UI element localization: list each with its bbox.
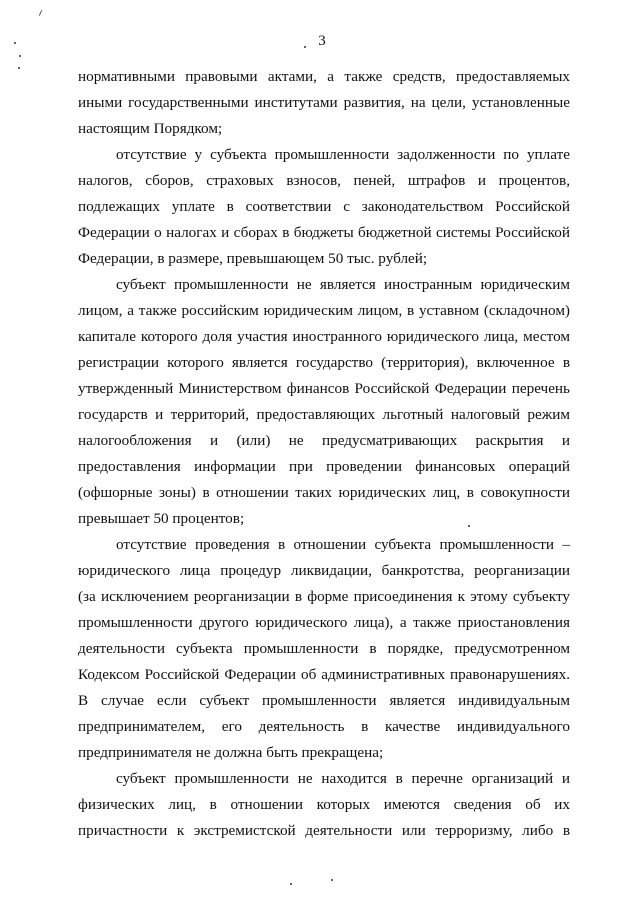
scan-speck (18, 67, 20, 69)
text-line: предпринимателя не должна быть прекращена; (78, 744, 384, 761)
text-line: капитале которого доля участия иностранного юридического лица, местом (78, 328, 570, 345)
text-line: В случае если субъект промышленности является индивидуальным (78, 692, 570, 709)
text-line: причастности к экстремистской деятельности или терроризму, либо в (78, 822, 570, 839)
text-line: Кодексом Российской Федерации об административных правонарушениях. (78, 666, 570, 683)
text-line: промышленности другого юридического лица), а также приостановления (78, 614, 570, 631)
text-line: превышает 50 процентов; (78, 510, 245, 527)
text-line: субъект промышленности не находится в перечне организаций и (116, 770, 570, 787)
text-line: (офшорные зоны) в отношении таких юридических лиц, в совокупности (78, 484, 570, 501)
text-line: деятельности субъекта промышленности в порядке, предусмотренном (78, 640, 570, 657)
text-line: юридического лица процедур ликвидации, банкротства, реорганизации (78, 562, 570, 579)
text-line: подлежащих уплате в соответствии с законодательством Российской (78, 198, 570, 215)
text-line: отсутствие проведения в отношении субъекта промышленности – (116, 536, 570, 553)
text-line: настоящим Порядком; (78, 120, 223, 137)
page-number: 3 (318, 33, 326, 49)
text-line: предоставления информации при проведении финансовых операций (78, 458, 570, 475)
text-line: утвержденный Министерством финансов Российской Федерации перечень (78, 380, 570, 397)
text-line: государств и территорий, предоставляющих льготный налоговый режим (78, 406, 570, 423)
text-line: лицом, а также российским юридическим лицом, в уставном (складочном) (78, 302, 570, 319)
text-line: нормативными правовыми актами, а также средств, предоставляемых (78, 68, 570, 85)
text-line: Федерации о налогах и сборах в бюджеты бюджетной системы Российской (78, 224, 570, 241)
text-line: физических лиц, в отношении которых имеются сведения об их (78, 796, 570, 813)
text-line: регистрации которого является государство (территория), включенное в (78, 354, 570, 371)
text-line: иными государственными институтами развития, на цели, установленные (78, 94, 570, 111)
text-line: субъект промышленности не является иностранным юридическим (116, 276, 570, 293)
text-line: налогов, сборов, страховых взносов, пеней, штрафов и процентов, (78, 172, 570, 189)
scan-speck (331, 879, 333, 881)
text-line: (за исключением реорганизации в форме присоединения к этому субъекту (78, 588, 570, 605)
text-line: предпринимателем, его деятельность в качестве индивидуального (78, 718, 570, 735)
scan-speck (19, 55, 21, 57)
scan-mark (39, 10, 42, 16)
text-line: налогообложения и (или) не предусматривающих раскрытия и (78, 432, 570, 449)
text-line: Федерации, в размере, превышающем 50 тыс. рублей; (78, 250, 428, 267)
scan-speck (290, 883, 292, 885)
text-line: отсутствие у субъекта промышленности задолженности по уплате (116, 146, 570, 163)
